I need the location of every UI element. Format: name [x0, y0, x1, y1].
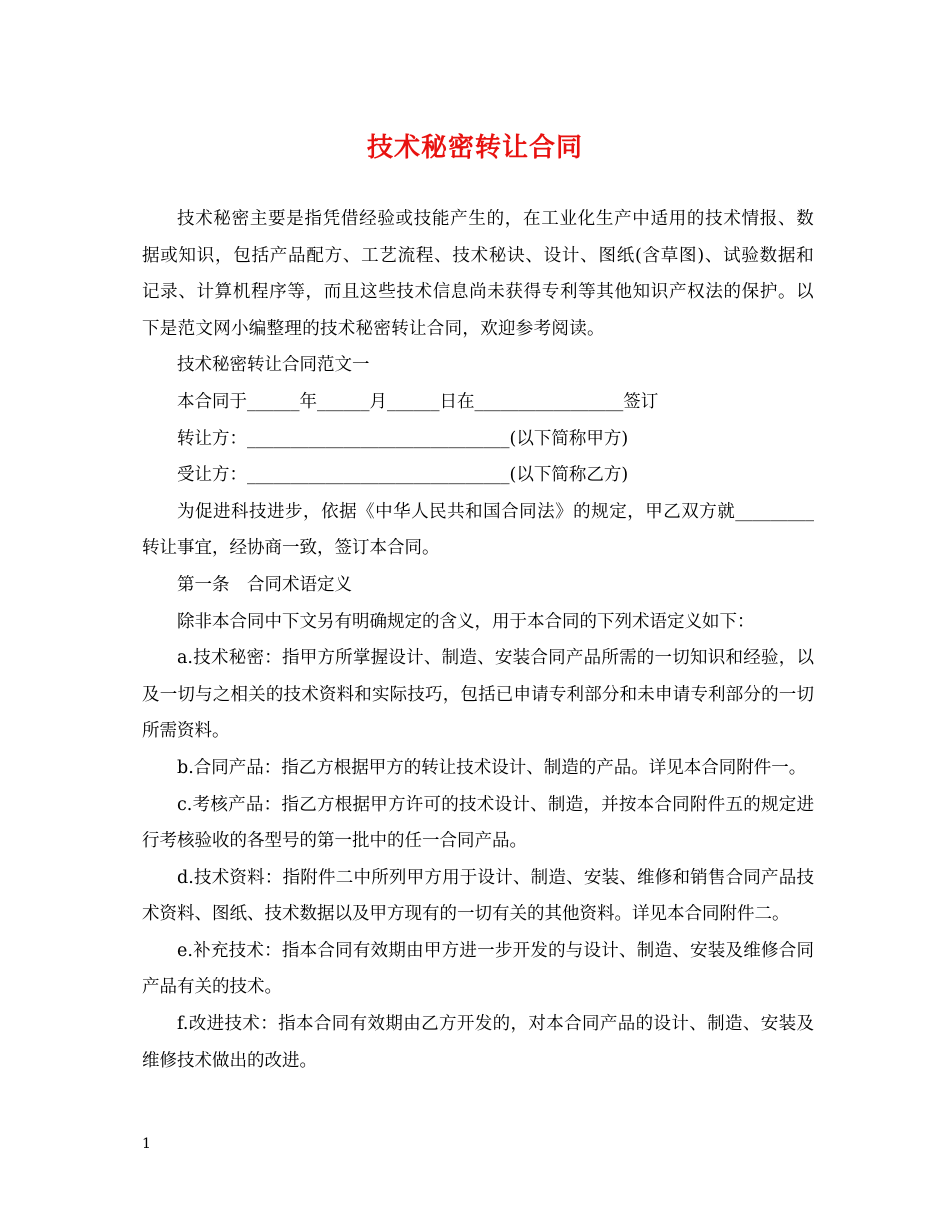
- paragraph-definition-e: e.补充技术：指本合同有效期由甲方进一步开发的与设计、制造、安装及维修合同产品有关的技术。: [142, 940, 814, 998]
- paragraph-definition-c: c.考核产品：指乙方根据甲方许可的技术设计、制造，并按本合同附件五的规定进行考核验收的各型号的第一批中的任一合同产品。: [142, 794, 814, 852]
- paragraph-preamble: 为促进科技进步，依据《中华人民共和国合同法》的规定，甲乙双方就_________转让事宜，经协商一致，签订本合同。: [142, 501, 814, 559]
- document-body: [142, 201, 814, 1079]
- paragraph-transferor: 转让方：______________________________(以下简称甲方): [177, 428, 629, 449]
- paragraph-intro: 技术秘密主要是指凭借经验或技能产生的，在工业化生产中适用的技术情报、数据或知识，包括产品配方、工艺流程、技术秘诀、设计、图纸(含草图)、试验数据和记录、计算机程序等，而且这些技术信息尚未获得专利等其他知识产权法的保护。以下是范文网小编整理的技术秘密转让合同，欢迎参考阅读。: [142, 209, 814, 339]
- page-number: 1: [142, 1136, 151, 1152]
- paragraph-definition-b: b.合同产品：指乙方根据甲方的转让技术设计、制造的产品。详见本合同附件一。: [177, 757, 807, 778]
- paragraph-article-1-heading: 第一条 合同术语定义: [177, 574, 352, 595]
- document-title: 技术秘密转让合同: [366, 133, 583, 163]
- paragraph-signing-date: 本合同于______年______月______日在_________________签订: [177, 391, 659, 412]
- paragraph-sample-heading: 技术秘密转让合同范文一: [177, 355, 370, 376]
- paragraph-definition-f: f.改进技术：指本合同有效期由乙方开发的，对本合同产品的设计、制造、安装及维修技术做出的改进。: [142, 1014, 814, 1071]
- paragraph-definitions-intro: 除非本合同中下文另有明确规定的含义，用于本合同的下列术语定义如下：: [177, 611, 755, 632]
- paragraph-definition-a: a.技术秘密：指甲方所掌握设计、制造、安装合同产品所需的一切知识和经验，以及一切与之相关的技术资料和实际技巧，包括已申请专利部分和未申请专利部分的一切所需资料。: [142, 648, 814, 742]
- paragraph-transferee: 受让方：______________________________(以下简称乙方): [177, 465, 629, 486]
- paragraph-definition-d: d.技术资料：指附件二中所列甲方用于设计、制造、安装、维修和销售合同产品技术资料、图纸、技术数据以及甲方现有的一切有关的其他资料。详见本合同附件二。: [142, 867, 814, 925]
